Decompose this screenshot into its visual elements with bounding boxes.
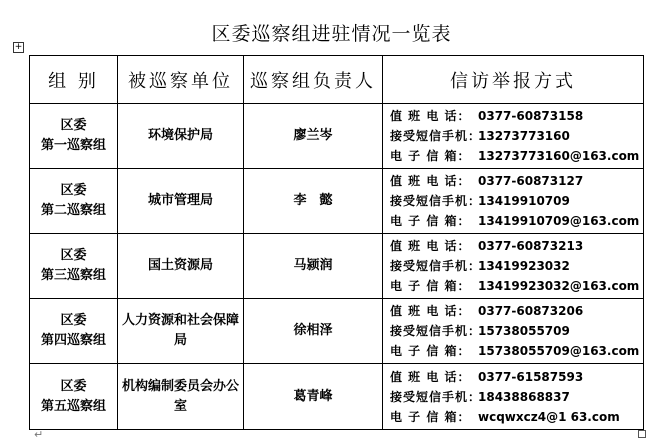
sms-label: 接受短信手机： (390, 324, 482, 338)
group-cell (30, 299, 118, 364)
group-line1: 区委 (60, 183, 87, 198)
unit-cell: 城市管理局 (118, 169, 244, 234)
unit-cell: 机构编制委员会办公室 (118, 364, 244, 430)
contact-cell (383, 104, 644, 169)
sms-value: 13273773160 (478, 129, 570, 143)
table-move-handle-icon[interactable]: + (14, 42, 23, 52)
phone-value: 0377-60873213 (478, 239, 584, 253)
contact-cell (383, 169, 644, 234)
sms-label: 接受短信手机： (390, 194, 482, 208)
sms-label: 接受短信手机： (390, 389, 482, 404)
unit-cell: 环境保护局 (118, 104, 244, 169)
table-row (30, 169, 644, 234)
leader-cell: 李 懿 (244, 169, 383, 234)
group-cell (30, 169, 118, 234)
group-cell (30, 104, 118, 169)
phone-label: 值 班 电 话： (390, 239, 471, 253)
group-line2: 第一巡察组 (40, 138, 106, 153)
group-line2: 第二巡察组 (40, 203, 106, 218)
phone-label: 值 班 电 话： (390, 369, 471, 384)
email-label: 电 子 信 箱： (390, 344, 471, 358)
sms-value: 13419923032 (478, 259, 570, 273)
phone-value: 0377-60873158 (478, 109, 584, 123)
group-line2: 第三巡察组 (40, 268, 106, 283)
header-group: 组 别 (30, 56, 118, 104)
email-value: 13419923032@163.com (478, 279, 640, 293)
leader-cell: 徐相泽 (244, 299, 383, 364)
sms-value: 13419910709 (478, 194, 570, 208)
table-row (30, 104, 644, 169)
email-value: 13419910709@163.com (478, 214, 640, 228)
phone-label: 值 班 电 话： (390, 174, 471, 188)
header-unit: 被巡察单位 (118, 56, 244, 104)
table-row (30, 234, 644, 299)
unit-cell: 人力资源和社会保障局 (118, 299, 244, 364)
email-label: 电 子 信 箱： (390, 149, 471, 163)
email-label: 电 子 信 箱： (390, 214, 471, 228)
email-value: 13273773160@163.com (478, 149, 640, 163)
table-row (30, 364, 644, 430)
phone-label: 值 班 电 话： (390, 109, 471, 123)
group-cell (30, 364, 118, 430)
table-header-row (30, 56, 644, 104)
document-title: 区委巡察组进驻情况一览表 (211, 23, 452, 45)
unit-cell: 国土资源局 (118, 234, 244, 299)
inspection-table (29, 55, 644, 430)
email-label: 电 子 信 箱： (390, 279, 471, 293)
leader-cell: 廖兰岑 (244, 104, 383, 169)
table-resize-handle-icon[interactable] (638, 430, 646, 438)
phone-value: 0377-61587593 (478, 369, 584, 384)
sms-label: 接受短信手机： (390, 129, 482, 143)
header-leader: 巡察组负责人 (244, 56, 383, 104)
group-cell (30, 234, 118, 299)
phone-label: 值 班 电 话： (390, 304, 471, 318)
contact-cell (383, 234, 644, 299)
header-contact: 信访举报方式 (383, 56, 644, 104)
contact-cell (383, 299, 644, 364)
sms-value: 15738055709 (478, 324, 570, 338)
group-line1: 区委 (60, 378, 87, 394)
paragraph-mark-icon: ↵ (34, 428, 44, 441)
table-row (30, 299, 644, 364)
group-line1: 区委 (60, 248, 87, 263)
phone-value: 0377-60873206 (478, 304, 584, 318)
email-value: 15738055709@163.com (478, 344, 640, 358)
group-line2: 第四巡察组 (40, 333, 106, 348)
group-line1: 区委 (60, 118, 87, 133)
group-line2: 第五巡察组 (40, 398, 106, 414)
group-line1: 区委 (60, 313, 87, 328)
sms-label: 接受短信手机： (390, 259, 482, 273)
leader-cell: 马颍润 (244, 234, 383, 299)
sms-value: 18438868837 (478, 389, 570, 404)
email-value: wcqwxcz4@1 63.com (478, 409, 620, 424)
contact-cell (383, 364, 644, 430)
phone-value: 0377-60873127 (478, 174, 584, 188)
email-label: 电 子 信 箱： (390, 409, 471, 424)
leader-cell: 葛青峰 (244, 364, 383, 430)
